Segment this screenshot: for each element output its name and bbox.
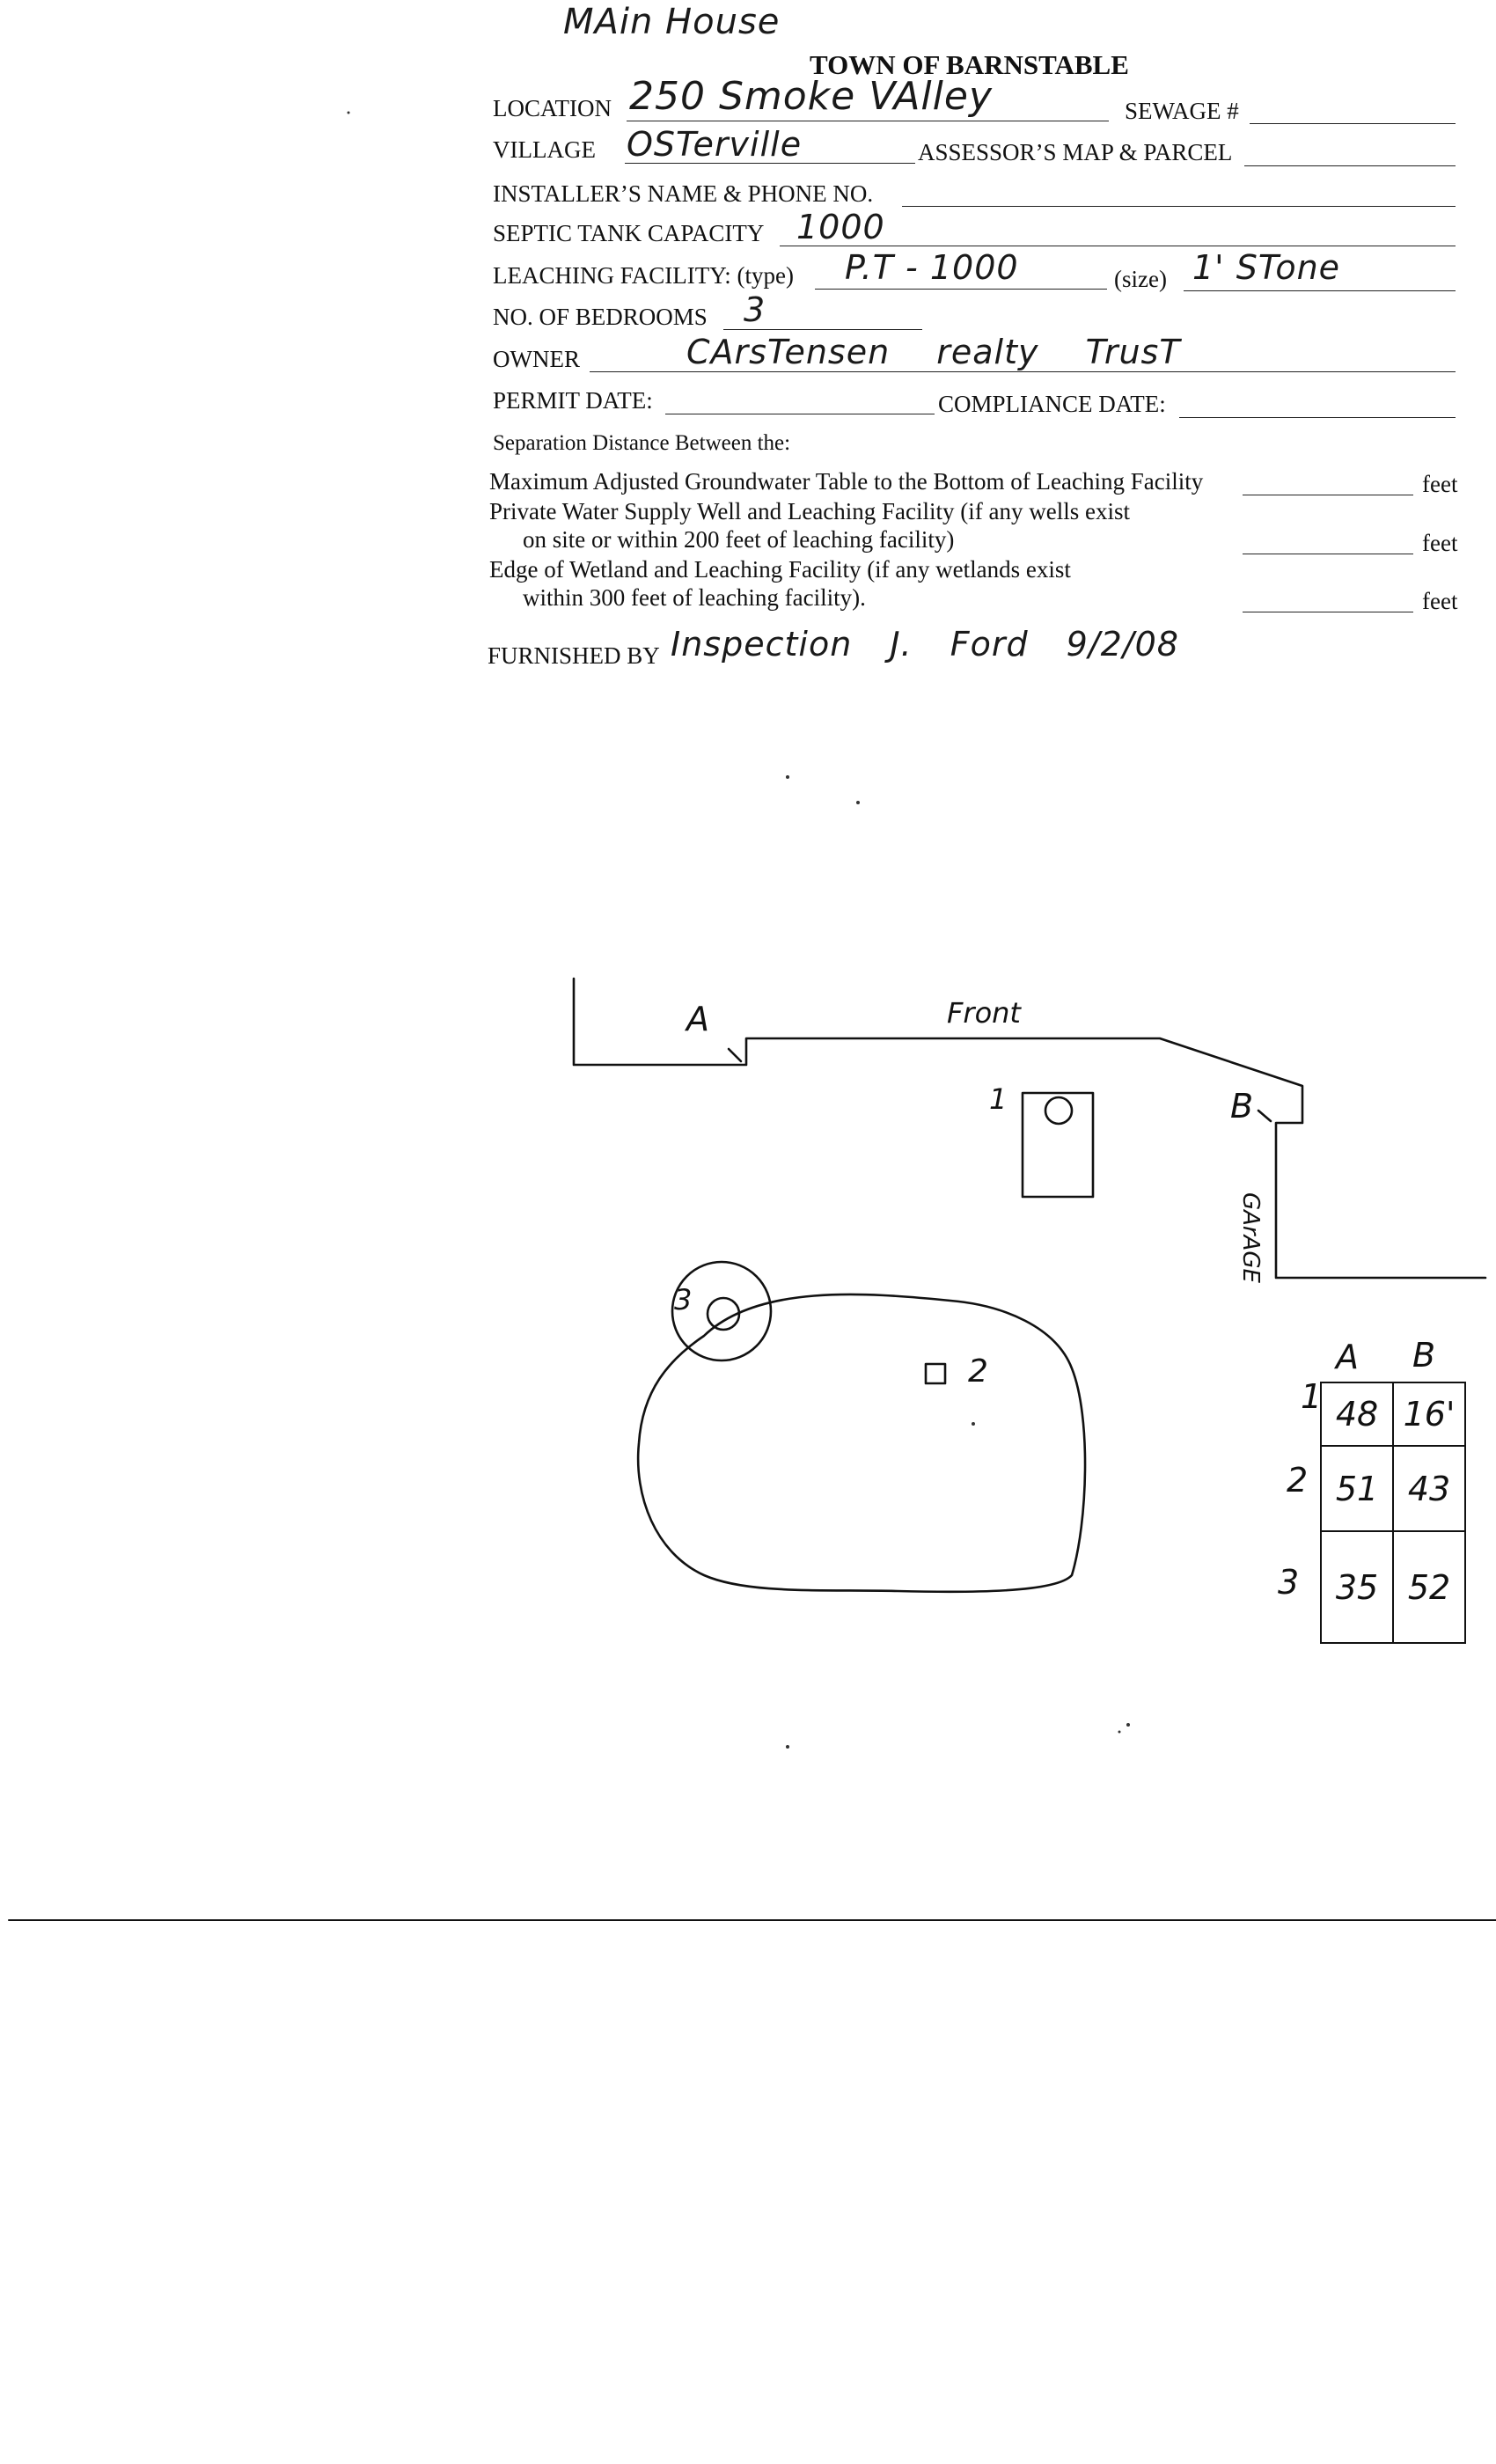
point-b-tick [1258,1111,1271,1121]
groundwater-unit: feet [1422,471,1458,497]
sewage-label: SEWAGE # [1125,98,1239,124]
table-row-2-label: 2 [1287,1461,1309,1500]
table-row [1321,1446,1465,1531]
point-a-tick [729,1049,741,1061]
table-col-a-header: A [1336,1338,1359,1376]
table-cell-2b: 43 [1393,1446,1465,1531]
separation-heading: Separation Distance Between the: [493,431,791,455]
front-label: Front [947,996,1021,1030]
table-row [1321,1531,1465,1643]
septic-tank-rect [1023,1093,1093,1197]
marker-3: 3 [674,1283,693,1316]
table-cell-2a: 51 [1321,1446,1393,1531]
installer-label: INSTALLER’S NAME & PHONE NO. [493,180,874,207]
handwritten-heading: MAin House [563,2,781,42]
compliance-date-label: COMPLIANCE DATE: [938,391,1166,417]
well-unit: feet [1422,530,1458,556]
distribution-box [926,1364,945,1383]
permit-date-label: PERMIT DATE: [493,387,653,414]
leaching-size-label: (size) [1114,266,1167,292]
leaching-size-value: 1' STone [1192,248,1341,287]
wetland-unit: feet [1422,588,1458,614]
point-a-label: A [686,1000,709,1038]
location-value: 250 Smoke VAlley [629,74,993,119]
village-value: OSTerville [627,125,803,164]
bedrooms-value: 3 [744,290,766,329]
marker-2: 2 [968,1353,988,1390]
separation-well-line2: on site or within 200 feet of leaching facility) [523,526,955,553]
table-col-b-header: B [1412,1336,1436,1375]
separation-wetland-line2: within 300 feet of leaching facility). [523,584,866,611]
septic-tank-label: SEPTIC TANK CAPACITY [493,220,765,246]
bedrooms-label: NO. OF BEDROOMS [493,304,708,330]
assessor-label: ASSESSOR’S MAP & PARCEL [918,139,1233,165]
house-outline [574,979,1485,1278]
septic-tank-cover [1045,1097,1072,1124]
owner-label: OWNER [493,346,580,372]
garage-label: GArAGE [1237,1192,1264,1283]
table-row-3-label: 3 [1278,1563,1300,1602]
owner-value: CArsTensen realty TrusT [686,333,1181,371]
table-cell-3a: 35 [1321,1531,1393,1643]
table-row [1321,1382,1465,1446]
measurement-table [1320,1382,1466,1644]
furnished-by-value: Inspection J. Ford 9/2/08 [671,625,1179,664]
table-cell-3b: 52 [1393,1531,1465,1643]
table-cell-1a: 48 [1321,1382,1393,1446]
table-row-1-label: 1 [1301,1377,1323,1416]
leaching-type-label: LEACHING FACILITY: (type) [493,262,794,289]
marker-1: 1 [989,1082,1008,1116]
leaching-type-value: P.T - 1000 [845,248,1019,287]
table-cell-1b: 16' [1393,1382,1465,1446]
separation-wetland-line1: Edge of Wetland and Leaching Facility (if any wetlands exist [489,556,1071,583]
separation-groundwater: Maximum Adjusted Groundwater Table to the Bottom of Leaching Facility [489,468,1204,495]
location-label: LOCATION [493,95,612,121]
separation-well-line1: Private Water Supply Well and Leaching Facility (if any wells exist [489,498,1130,524]
village-label: VILLAGE [493,136,596,163]
point-b-label: B [1230,1087,1254,1126]
furnished-by-label: FURNISHED BY [488,642,660,669]
form-title: TOWN OF BARNSTABLE [810,49,1129,80]
leaching-area-outline [638,1294,1085,1592]
septic-tank-value: 1000 [796,208,885,246]
